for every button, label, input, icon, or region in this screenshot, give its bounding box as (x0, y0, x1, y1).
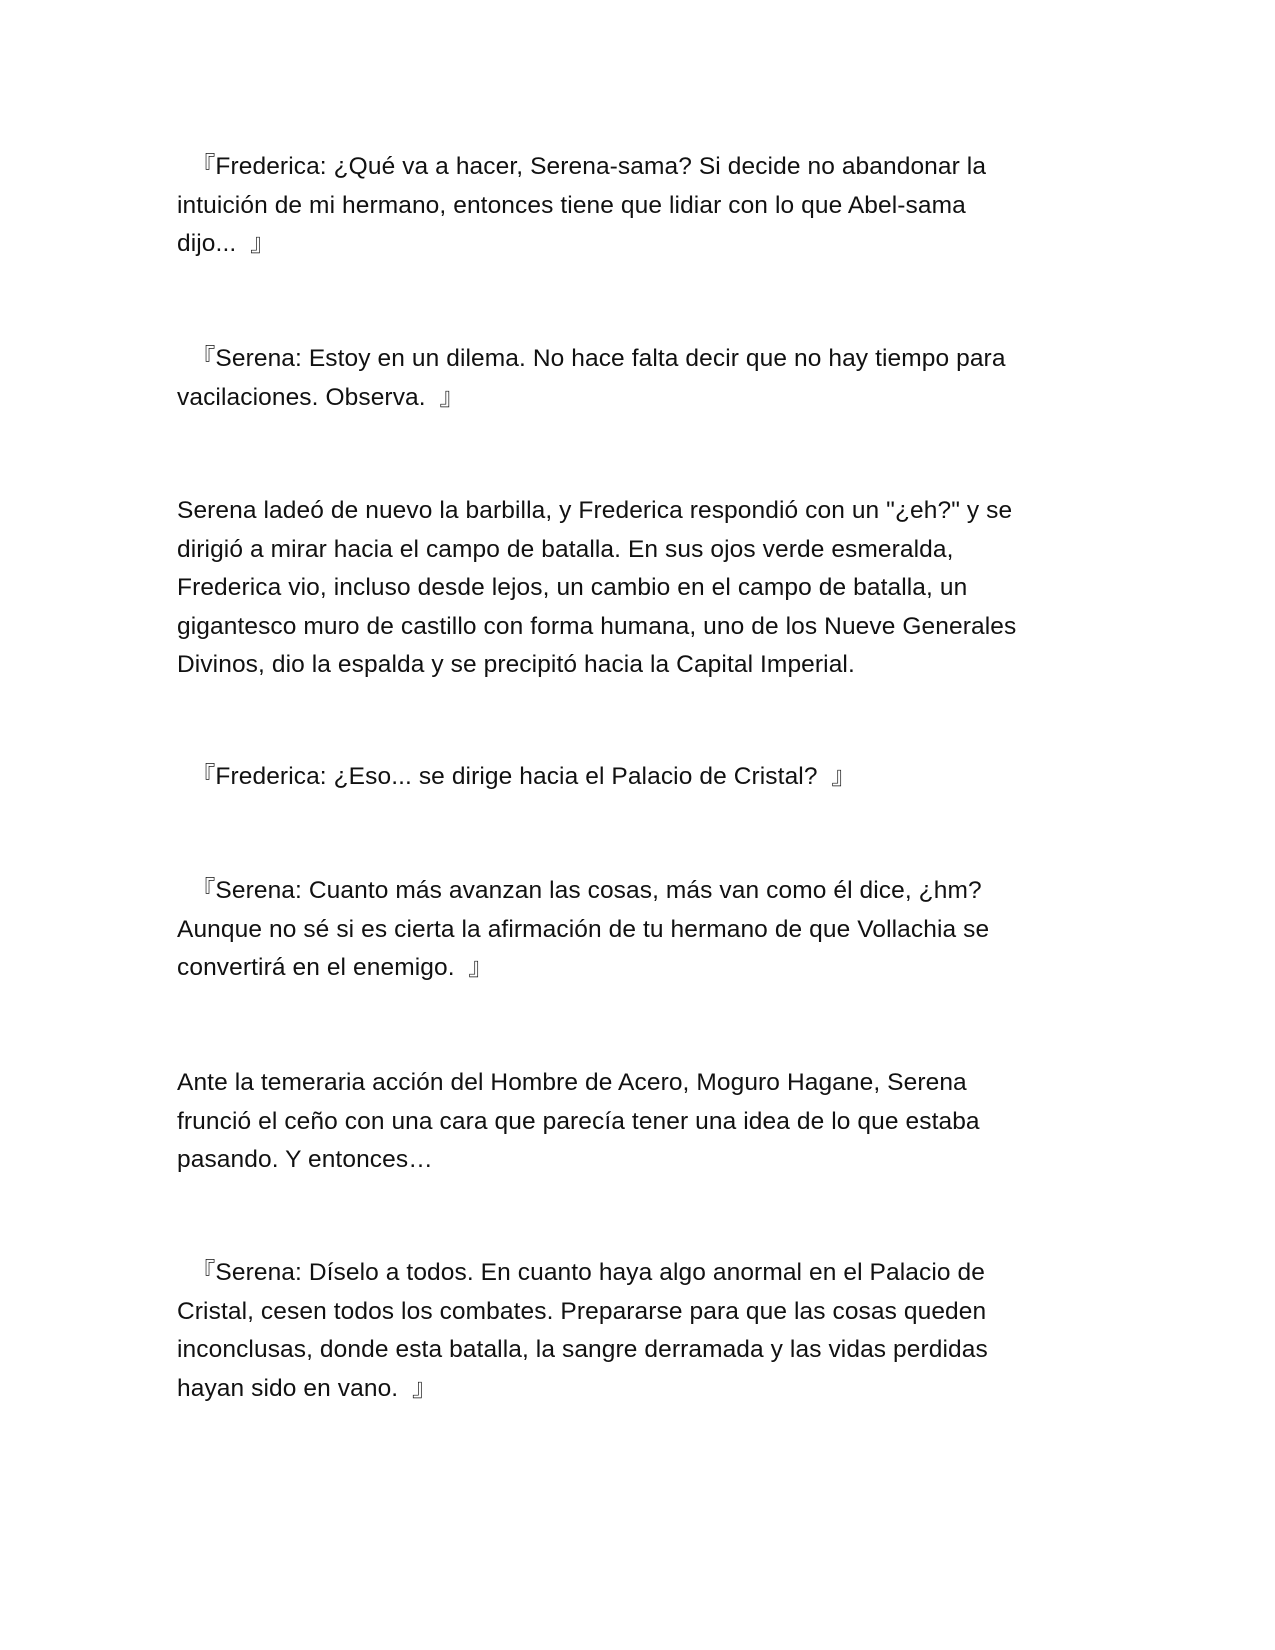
dialogue-serena-3: 『Serena: Díselo a todos. En cuanto haya algo anormal en el Palacio de Cristal, cesen todos los combates. Prepararse para que las cosas queden inconclusas, donde esta batalla, la sangre derramada y las vidas perdidas hayan sido en vano. 』 (177, 1259, 988, 1402)
dialogue-serena-2: 『Serena: Cuanto más avanzan las cosas, más van como él dice, ¿hm? Aunque no sé si es cierta la afirmación de tu hermano de que Vollachia se convertirá en el enemigo. 』 (177, 877, 990, 981)
dialogue-frederica-1: 『Frederica: ¿Qué va a hacer, Serena-sama? Si decide no abandonar la intuición de mi hermano, entonces tiene que lidiar con lo que Abel-sama dijo... 』 (177, 153, 987, 257)
dialogue-serena-1: 『Serena: Estoy en un dilema. No hace falta decir que no hay tiempo para vacilaciones. Observa. 』 (177, 345, 1006, 411)
dialogue-frederica-2: 『Frederica: ¿Eso... se dirige hacia el Palacio de Cristal? 』 (177, 763, 856, 790)
narration-paragraph-1: Serena ladeó de nuevo la barbilla, y Frederica respondió con un "¿eh?" y se dirigió a mirar hacia el campo de batalla. En sus ojos verde esmeralda, Frederica vio, incluso desde lejos, un cambio en el campo de batalla, un gigantesco muro de castillo con forma humana, uno de los Nueve Generales Divinos, dio la espalda y se precipitó hacia la Capital Imperial. (177, 497, 1017, 678)
narration-paragraph-2: Ante la temeraria acción del Hombre de Acero, Moguro Hagane, Serena frunció el ceño con una cara que parecía tener una idea de lo que estaba pasando. Y entonces… (177, 1069, 980, 1173)
